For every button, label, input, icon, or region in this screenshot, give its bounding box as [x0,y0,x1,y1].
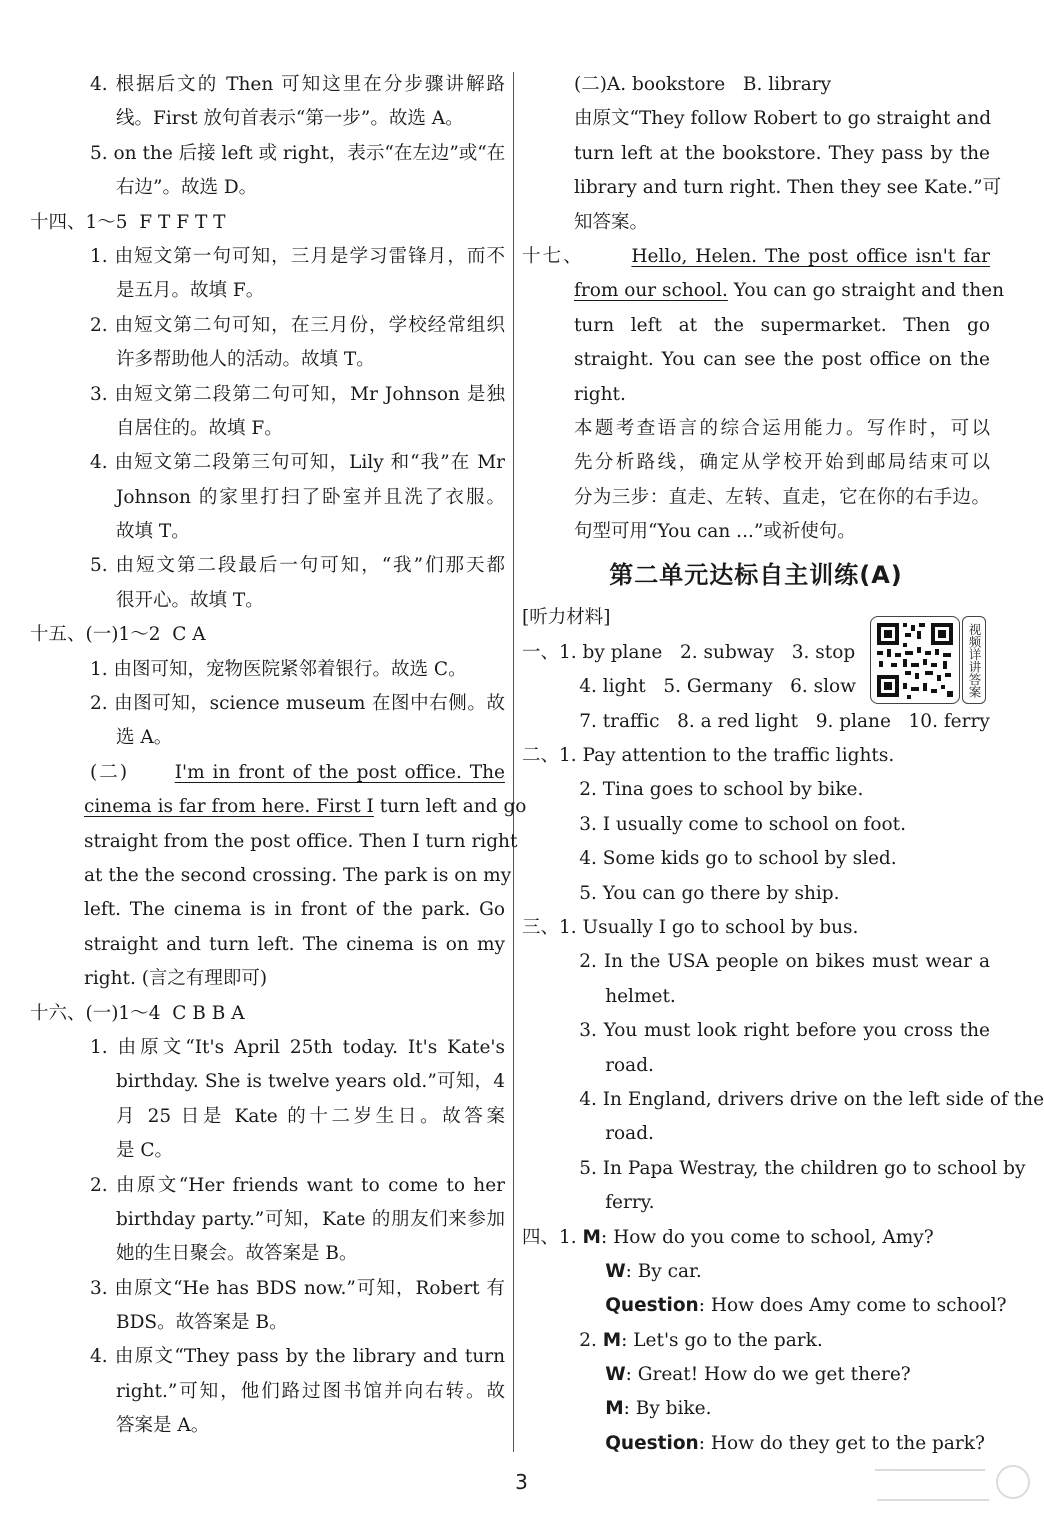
page-number: 3 [515,1470,528,1494]
text-line [90,481,505,515]
text-line [30,618,505,652]
text-line [522,1117,990,1151]
line-text: 3. 由短文第二段第二句可知，Mr Johnson 是独 [90,383,505,405]
line-text: straight from the post office. Then I turn right [84,830,518,852]
line-text: 5. on the 后接 left 或 right，表示“在左边”或“在 [90,142,506,164]
text-line [522,1392,990,1426]
line-text: [听力材料] [522,607,611,629]
line-text: 很开心。故填 T。 [116,589,264,611]
line-text: : By car. [625,1260,702,1282]
text-line [90,171,505,205]
text-line [522,206,990,240]
underlined-answer: cinema is far from here. First I [84,796,374,818]
text-line [90,1065,505,1099]
column-divider [513,72,514,1452]
line-text: 是 C。 [116,1140,174,1162]
line-text: 3. 由原文“He has BDS now.”可知，Robert 有 [90,1277,505,1299]
line-text: 十七、 [522,245,632,267]
line-text: You can go straight and then [727,280,1005,302]
text-line [90,274,505,308]
text-line [90,1203,505,1237]
line-text: 四、1. [522,1226,583,1248]
line-text: straight and turn left. The cinema is on my [84,933,505,955]
line-text: 3. I usually come to school on foot. [579,813,906,835]
line-text: 句型可用“You can ...”或祈使句。 [574,521,856,543]
text-line [90,549,505,583]
text-line [90,68,505,102]
line-text: 二、1. Pay attention to the traffic lights. [522,745,895,767]
text-line [84,859,512,893]
line-text: 右边”。故选 D。 [116,177,258,199]
text-line [522,911,990,945]
text-line [84,790,527,824]
text-line [90,1272,505,1306]
line-text: 7. traffic 8. a red light 9. plane 10. ferry [579,710,990,732]
line-text: 由原文“They follow Robert to go straight and [574,108,992,130]
text-line [90,412,505,446]
text-line [522,945,990,979]
text-line [90,1031,505,1065]
line-text: 1. 由短文第一句可知，三月是学习雷锋月，而不 [90,245,505,267]
text-line [90,446,505,480]
line-text: turn left at the supermarket. Then go [574,314,990,336]
text-line [90,515,505,549]
text-line [84,928,505,962]
line-text: right. [574,383,626,405]
text-line [522,980,990,1014]
text-line [84,893,505,927]
line-text: : How does Amy come to school? [698,1295,1007,1317]
line-text: : Let's go to the park. [621,1329,823,1351]
line-text: 2. 由原文“Her friends want to come to her [90,1174,505,1196]
line-text: 她的生日聚会。故答案是 B。 [116,1243,358,1265]
line-text: : By bike. [623,1398,712,1420]
text-line [84,825,518,859]
line-text: right. (言之有理即可) [84,968,268,990]
text-line [522,171,1002,205]
text-line [522,515,990,549]
line-text: 答案是 A。 [116,1415,210,1437]
text-line [522,1289,1007,1323]
line-text: (二) [90,761,175,783]
speaker-label: M [582,1226,601,1248]
underlined-answer: from our school. [574,280,728,302]
line-text: straight. You can see the post office on the [574,349,990,371]
speaker-label: W [605,1364,626,1386]
underlined-answer: I'm in front of the post office. The [174,761,505,783]
text-line [90,584,505,618]
section-title: 第二单元达标自主训练(A) [609,561,903,590]
text-line [90,687,505,721]
line-text: at the the second crossing. The park is on my [84,864,512,886]
text-line [90,309,505,343]
line-text: 2. In the USA people on bikes must wear a [579,951,990,973]
line-text: 2. Tina goes to school by bike. [579,779,864,801]
text-line [522,808,990,842]
line-text: 4. 根据后文的 Then 可知这里在分步骤讲解路 [90,74,505,95]
line-text: 1. 由原文“It's April 25th today. It's Kate's [90,1036,505,1058]
line-text: 1. 由图可知，宠物医院紧邻着银行。故选 C。 [90,658,467,680]
text-line [522,1083,1044,1117]
text-line [522,842,990,876]
line-text: 5. You can go there by ship. [579,882,840,904]
line-text: 许多帮助他人的活动。故填 T。 [116,349,375,371]
line-text: 5. 由短文第二段最后一句可知，“我”们那天都 [90,555,505,577]
line-text: library and turn right. Then they see Kate.”可 [574,177,1002,199]
text-line [90,1375,505,1409]
line-text: (二)A. bookstore B. library [574,74,832,95]
line-text: 先分析路线，确定从学校开始到邮局结束可以 [574,452,990,474]
speaker-label: Question [605,1295,699,1317]
line-text: : How do they get to the park? [698,1432,985,1454]
line-text: road. [605,1123,654,1145]
line-text: 线。First 放句首表示“第一步”。故选 A。 [116,108,464,130]
line-text: 5. In Papa Westray, the children go to school by [579,1157,1026,1179]
speaker-label: M [602,1329,622,1351]
text-line [84,962,505,996]
text-line [90,1306,505,1340]
text-line [90,343,505,377]
qr-video-label: 视频详讲答案 [962,616,986,704]
text-line [90,1237,505,1271]
text-line [522,378,990,412]
text-line [30,206,505,240]
speaker-label: Question [605,1432,699,1454]
listening-materials [522,601,1044,1461]
line-text: 分为三步：直走、左转、直走，它在你的右手边。 [574,486,990,508]
line-text: 4. light 5. Germany 6. slow [579,676,856,698]
text-line [522,240,990,274]
text-line [90,102,505,136]
line-text: 十六、(一)1～4 C B B A [30,1002,245,1024]
text-line [522,1152,1026,1186]
qr-code-icon [871,617,959,703]
speaker-label: M [605,1398,624,1420]
line-text: 本题考查语言的综合运用能力。写作时，可以 [574,417,990,439]
line-text: left. The cinema is in front of the park. Go [84,899,505,921]
line-text: turn left and go [373,796,527,818]
speaker-label: W [605,1260,626,1282]
line-text: helmet. [605,985,676,1007]
text-line [522,412,990,446]
line-text: ferry. [605,1192,655,1214]
text-line [522,1186,990,1220]
line-text: 2. 由短文第二句可知，在三月份，学校经常组织 [90,314,505,336]
right-column-answers [522,68,1005,549]
text-line [522,1324,990,1358]
text-line [522,705,990,739]
line-text: : How do you come to school, Amy? [600,1226,934,1248]
line-text: road. [605,1054,654,1076]
text-line [522,343,990,377]
text-line [522,1427,990,1461]
line-text: 3. You must look right before you cross the [579,1020,990,1042]
text-line [522,1221,990,1255]
line-text: BDS。故答案是 B。 [116,1312,288,1334]
text-line [30,997,505,1031]
line-text: 是五月。故填 F。 [116,280,265,302]
text-line [522,1014,990,1048]
text-line [90,1169,505,1203]
line-text: 选 A。 [116,727,173,749]
text-line [90,378,505,412]
line-text: 4. In England, drivers drive on the left side of the [579,1088,1044,1110]
text-line [522,481,990,515]
line-text: 2. [579,1329,603,1351]
text-line [90,721,505,755]
text-line [522,1049,990,1083]
text-line [522,446,990,480]
text-line [522,68,990,102]
text-line [90,756,505,790]
line-text: 三、1. Usually I go to school by bus. [522,916,859,938]
line-text: 故填 T。 [116,521,190,543]
qr-code[interactable] [870,616,960,704]
right-column [522,68,1044,1461]
text-line [90,1409,505,1443]
line-text: : Great! How do we get there? [625,1364,911,1386]
line-text: 4. 由原文“They pass by the library and turn [90,1346,505,1368]
line-text: birthday. She is twelve years old.”可知，4 [116,1071,505,1093]
line-text: Johnson 的家里打扫了卧室并且洗了衣服。 [116,486,505,508]
text-line [90,240,505,274]
text-line [522,274,1005,308]
text-line [522,1358,990,1392]
text-line [522,309,990,343]
text-line [90,1134,505,1168]
line-text: 一、1. by plane 2. subway 3. stop [522,641,856,663]
text-line [90,653,505,687]
text-line [522,137,990,171]
left-column [30,68,527,1444]
text-line [522,773,990,807]
line-text: 2. 由图可知，science museum 在图中右侧。故 [90,693,505,715]
line-text: turn left at the bookstore. They pass by the [574,142,990,164]
text-line [90,1340,505,1374]
line-text: 4. Some kids go to school by sled. [579,848,897,870]
text-line [522,102,990,136]
text-line [522,739,990,773]
line-text: 4. 由短文第二段第三句可知，Lily 和“我”在 Mr [90,452,505,474]
text-line [90,137,505,171]
line-text: 十四、1～5 F T F T T [30,211,226,233]
line-text: 十五、(一)1～2 C A [30,624,206,646]
line-text: 自居住的。故填 F。 [116,417,283,439]
line-text: 月 25 日是 Kate 的十二岁生日。故答案 [116,1105,505,1127]
line-text: right.”可知，他们路过图书馆并向右转。故 [116,1380,505,1402]
line-text: birthday party.”可知，Kate 的朋友们来参加 [116,1208,505,1230]
underlined-answer: Hello, Helen. The post office isn't far [631,245,990,267]
line-text: 知答案。 [574,211,649,233]
text-line [522,1255,990,1289]
text-line [522,877,990,911]
text-line [90,1100,505,1134]
